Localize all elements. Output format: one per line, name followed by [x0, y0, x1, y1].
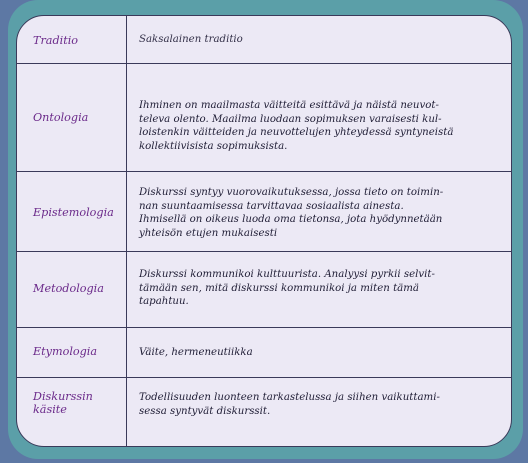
row-value	[139, 346, 505, 360]
value-line: Diskurssi kommunikoi kulttuurista. Analyysi pyrkii selvit-	[139, 269, 435, 280]
column-divider	[126, 328, 127, 377]
table-row-ontologia	[17, 63, 511, 171]
label-line: käsite	[33, 403, 67, 416]
table-row-traditio	[17, 16, 511, 63]
value-line: tapahtuu.	[139, 296, 189, 307]
value-line: Todellisuuden luonteen tarkastelussa ja siihen vaikuttami-	[139, 392, 440, 403]
row-value	[139, 99, 505, 153]
column-divider	[126, 252, 127, 327]
value-line: nan suuntaamisessa tarvittavaa sosiaalista ainesta.	[139, 200, 404, 212]
value-line: yhteisön etujen mukaisesti	[139, 227, 278, 239]
table-row-etymologia	[17, 327, 511, 377]
row-label: Etymologia	[33, 345, 98, 358]
value-line: sessa syntyvät diskurssit.	[139, 405, 271, 417]
value-line: televa olento. Maailma luodaan sopimuksen varaisesti kul-	[139, 113, 442, 125]
row-label: Traditio	[33, 34, 79, 47]
value-line: tämään sen, mitä diskurssi kommunikoi ja miten tämä	[139, 282, 419, 294]
column-divider	[126, 172, 127, 251]
table-row-epistemologia	[17, 171, 511, 251]
column-divider	[126, 16, 127, 63]
value-line: Saksalainen traditio	[139, 34, 243, 45]
table-row-metodologia	[17, 251, 511, 327]
row-label: Ontologia	[33, 111, 89, 124]
row-label	[33, 390, 121, 416]
value-line: Ihminen on maailmasta väitteitä esittävä ja näistä neuvot-	[139, 100, 439, 111]
row-value	[139, 391, 505, 418]
value-line: kollektiivisista sopimuksista.	[139, 140, 288, 152]
row-label: Metodologia	[33, 282, 104, 295]
value-line: Väite, hermeneutiikka	[139, 347, 253, 358]
column-divider	[126, 64, 127, 171]
value-line: Diskurssi syntyy vuorovaikutuksessa, jossa tieto on toimin-	[139, 187, 444, 198]
row-label: Epistemologia	[33, 206, 114, 219]
definition-table	[16, 15, 512, 447]
table-row-diskurssin-kasite	[17, 377, 511, 447]
value-line: Ihmisellä on oikeus luoda oma tietonsa, jota hyödynnetään	[139, 214, 443, 225]
row-value	[139, 186, 505, 240]
row-value	[139, 268, 505, 309]
label-line: Diskurssin	[33, 390, 93, 403]
value-line: loistenkin väitteiden ja neuvottelujen yhteydessä syntyneistä	[139, 127, 454, 138]
row-value	[139, 33, 505, 47]
column-divider	[126, 378, 127, 447]
